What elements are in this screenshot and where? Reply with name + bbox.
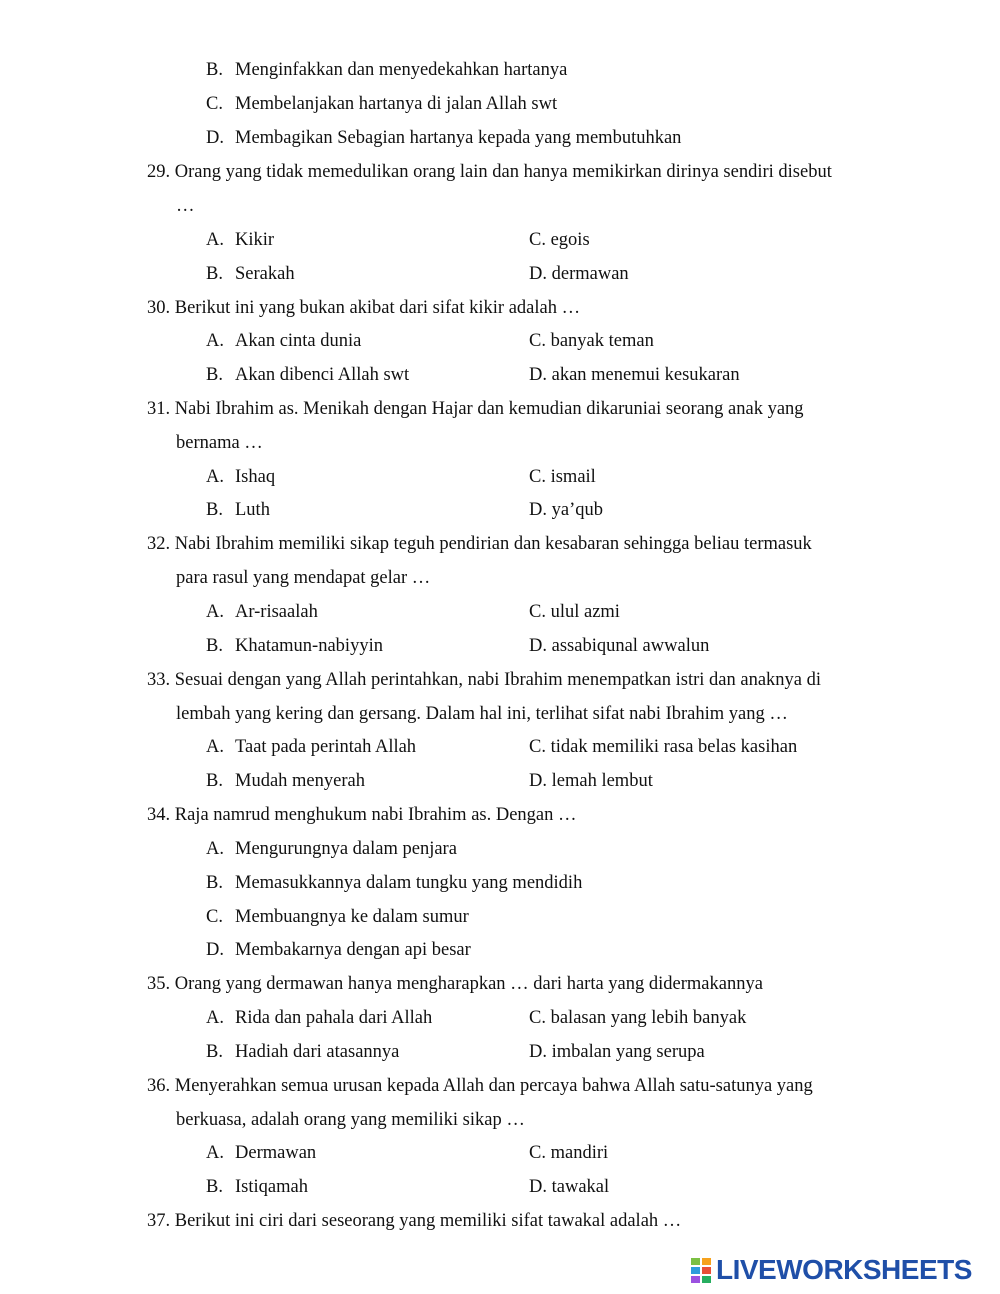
option-36-c[interactable] <box>529 1142 608 1164</box>
question-36 <box>147 1075 813 1097</box>
question-text: Orang yang tidak memedulikan orang lain dan hanya memikirkan dirinya sendiri disebut <box>174 162 832 182</box>
option-letter: D. <box>206 940 224 960</box>
option-32-c[interactable] <box>529 601 620 623</box>
option-letter: C. <box>529 602 546 622</box>
option-letter: B. <box>206 500 223 520</box>
option-text: Membagikan Sebagian hartanya kepada yang membutuhkan <box>235 128 682 148</box>
option-letter: C. <box>529 737 546 757</box>
option-text: Mengurungnya dalam penjara <box>235 839 457 859</box>
option-34-b[interactable] <box>206 872 706 894</box>
option-text: dermawan <box>551 264 629 284</box>
option-letter: A. <box>206 839 224 859</box>
option-text: akan menemui kesukaran <box>551 365 740 385</box>
question-text: Nabi Ibrahim memiliki sikap teguh pendirian dan kesabaran sehingga beliau termasuk <box>174 534 812 554</box>
option-32-b[interactable] <box>206 635 506 657</box>
option-text: Mudah menyerah <box>235 771 365 791</box>
option-32-d[interactable] <box>529 635 709 657</box>
option-35-c[interactable] <box>529 1007 746 1029</box>
option-letter: B. <box>206 264 223 284</box>
option-33-a[interactable] <box>206 736 506 758</box>
option-letter: B. <box>206 873 223 893</box>
option-text: Khatamun-nabiyyin <box>235 636 383 656</box>
option-36-b[interactable] <box>206 1176 506 1198</box>
option-text: Ar-risaalah <box>235 602 318 622</box>
option-30-b[interactable] <box>206 364 506 386</box>
option-34-a[interactable] <box>206 838 706 860</box>
option-text: Menginfakkan dan menyedekahkan hartanya <box>235 60 568 80</box>
option-30-a[interactable] <box>206 330 506 352</box>
option-text: lemah lembut <box>551 771 653 791</box>
question-29 <box>147 161 832 183</box>
option-33-d[interactable] <box>529 770 653 792</box>
option-letter: C. <box>529 467 546 487</box>
question-33-continuation: lembah yang kering dan gersang. Dalam hal ini, terlihat sifat nabi Ibrahim yang … <box>176 704 788 724</box>
option-letter: A. <box>206 602 224 622</box>
option-text: Membelanjakan hartanya di jalan Allah swt <box>235 94 558 114</box>
question-35 <box>147 973 763 995</box>
question-number: 37. <box>147 1211 171 1231</box>
question-text: Berikut ini yang bukan akibat dari sifat kikir adalah … <box>174 298 581 318</box>
question-number: 34. <box>147 805 171 825</box>
option-35-d[interactable] <box>529 1041 705 1063</box>
option-letter: A. <box>206 331 224 351</box>
question-text: Orang yang dermawan hanya mengharapkan … dari harta yang didermakannya <box>174 974 763 994</box>
option-text: Hadiah dari atasannya <box>235 1042 400 1062</box>
question-text: Menyerahkan semua urusan kepada Allah dan percaya bahwa Allah satu-satunya yang <box>174 1076 813 1096</box>
question-number: 31. <box>147 399 171 419</box>
option-letter: B. <box>206 771 223 791</box>
option-letter: D. <box>529 264 547 284</box>
liveworksheets-mark-icon <box>690 1256 712 1284</box>
option-text: assabiqunal awwalun <box>551 636 710 656</box>
option-text: Akan dibenci Allah swt <box>235 365 410 385</box>
question-number: 29. <box>147 162 171 182</box>
option-text: ismail <box>550 467 596 487</box>
question-32 <box>147 533 812 555</box>
option-letter: D. <box>529 500 547 520</box>
option-text: Serakah <box>235 264 295 284</box>
option-32-a[interactable] <box>206 601 506 623</box>
option-text: Memasukkannya dalam tungku yang mendidih <box>235 873 583 893</box>
question-31-continuation: bernama … <box>176 433 263 453</box>
option-letter: B. <box>206 60 223 80</box>
option-prev-c[interactable] <box>206 93 558 115</box>
option-text: balasan yang lebih banyak <box>550 1008 747 1028</box>
option-letter: B. <box>206 1177 223 1197</box>
option-letter: D. <box>529 636 547 656</box>
question-31 <box>147 398 804 420</box>
option-33-c[interactable] <box>529 736 797 758</box>
option-letter: C. <box>529 230 546 250</box>
question-text: Nabi Ibrahim as. Menikah dengan Hajar dan kemudian dikaruniai seorang anak yang <box>174 399 804 419</box>
option-31-c[interactable] <box>529 466 596 488</box>
option-letter: A. <box>206 230 224 250</box>
option-text: ya’qub <box>551 500 603 520</box>
option-letter: C. <box>529 1008 546 1028</box>
option-34-c[interactable] <box>206 906 706 928</box>
option-letter: D. <box>529 365 547 385</box>
option-text: Ishaq <box>235 467 276 487</box>
option-letter: D. <box>529 1042 547 1062</box>
option-text: banyak teman <box>550 331 654 351</box>
question-36-continuation: berkuasa, adalah orang yang memiliki sikap … <box>176 1110 525 1130</box>
option-prev-b[interactable] <box>206 59 568 81</box>
option-text: egois <box>550 230 590 250</box>
question-number: 35. <box>147 974 171 994</box>
option-letter: C. <box>529 331 546 351</box>
option-34-d[interactable] <box>206 939 706 961</box>
question-33 <box>147 669 821 691</box>
liveworksheets-logo <box>690 1253 990 1287</box>
option-29-c[interactable] <box>529 229 590 251</box>
question-number: 32. <box>147 534 171 554</box>
question-number: 30. <box>147 298 171 318</box>
logo-text: LIVEWORKSHEETS <box>716 1254 972 1285</box>
question-37 <box>147 1210 681 1232</box>
question-29-continuation: … <box>176 196 195 216</box>
option-letter: C. <box>206 907 223 927</box>
option-letter: B. <box>206 1042 223 1062</box>
question-text: Berikut ini ciri dari seseorang yang memiliki sifat tawakal adalah … <box>174 1211 682 1231</box>
option-letter: A. <box>206 1008 224 1028</box>
option-text: Taat pada perintah Allah <box>235 737 417 757</box>
question-number: 36. <box>147 1076 171 1096</box>
option-30-d[interactable] <box>529 364 740 386</box>
option-letter: B. <box>206 365 223 385</box>
option-letter: B. <box>206 636 223 656</box>
option-text: Rida dan pahala dari Allah <box>235 1008 433 1028</box>
option-text: Istiqamah <box>235 1177 308 1197</box>
option-text: mandiri <box>550 1143 609 1163</box>
option-36-d[interactable] <box>529 1176 609 1198</box>
option-33-b[interactable] <box>206 770 506 792</box>
option-text: Luth <box>235 500 270 520</box>
option-29-a[interactable] <box>206 229 506 251</box>
option-text: imbalan yang serupa <box>551 1042 705 1062</box>
option-text: Dermawan <box>235 1143 317 1163</box>
option-text: tawakal <box>551 1177 610 1197</box>
option-text: Membakarnya dengan api besar <box>235 940 471 960</box>
option-35-b[interactable] <box>206 1041 506 1063</box>
option-text: ulul azmi <box>550 602 620 622</box>
question-text: Raja namrud menghukum nabi Ibrahim as. Dengan … <box>174 805 577 825</box>
option-29-b[interactable] <box>206 263 506 285</box>
option-text: tidak memiliki rasa belas kasihan <box>550 737 798 757</box>
option-31-b[interactable] <box>206 499 506 521</box>
question-34 <box>147 804 577 826</box>
question-text: Sesuai dengan yang Allah perintahkan, nabi Ibrahim menempatkan istri dan anaknya di <box>174 670 822 690</box>
question-32-continuation: para rasul yang mendapat gelar … <box>176 568 431 588</box>
option-30-c[interactable] <box>529 330 654 352</box>
option-36-a[interactable] <box>206 1142 506 1164</box>
option-text: Akan cinta dunia <box>235 331 362 351</box>
option-31-a[interactable] <box>206 466 506 488</box>
option-35-a[interactable] <box>206 1007 506 1029</box>
option-letter: D. <box>206 128 224 148</box>
option-letter: A. <box>206 1143 224 1163</box>
option-31-d[interactable] <box>529 499 603 521</box>
option-letter: A. <box>206 467 224 487</box>
option-letter: A. <box>206 737 224 757</box>
question-number: 33. <box>147 670 171 690</box>
option-letter: C. <box>206 94 223 114</box>
option-text: Kikir <box>235 230 275 250</box>
option-prev-d[interactable] <box>206 127 682 149</box>
option-letter: D. <box>529 771 547 791</box>
question-30 <box>147 297 580 319</box>
option-29-d[interactable] <box>529 263 629 285</box>
option-letter: C. <box>529 1143 546 1163</box>
option-letter: D. <box>529 1177 547 1197</box>
option-text: Membuangnya ke dalam sumur <box>235 907 469 927</box>
